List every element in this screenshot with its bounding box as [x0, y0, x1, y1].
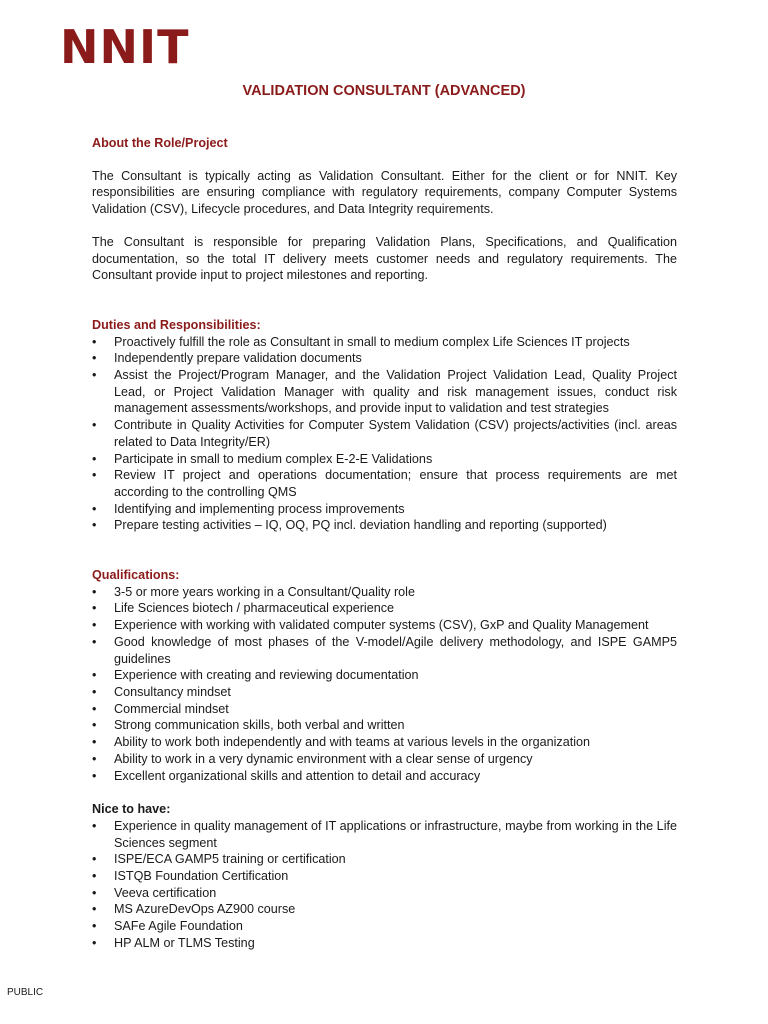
list-item: • 3-5 or more years working in a Consultant/Quality role [92, 584, 677, 601]
duties-list [92, 334, 677, 534]
list-item: • Experience with working with validated computer systems (CSV), GxP and Quality Management [92, 617, 677, 634]
list-item: • Good knowledge of most phases of the V-model/Agile delivery methodology, and ISPE GAMP5 guidelines [92, 634, 677, 667]
about-paragraph-1: The Consultant is typically acting as Validation Consultant. Either for the client or for NNIT. Key responsibilities are ensuring compliance with regulatory requirements, company Computer Systems Validation (CSV), Lifecycle procedures, and Data Integrity requirements. [92, 168, 677, 217]
list-item: • ISTQB Foundation Certification [92, 868, 677, 885]
list-item: • Life Sciences biotech / pharmaceutical experience [92, 600, 677, 617]
list-item: • Proactively fulfill the role as Consultant in small to medium complex Life Sciences IT projects [92, 334, 677, 351]
duties-heading: Duties and Responsibilities: [92, 317, 261, 332]
nice-to-have-list [92, 818, 677, 952]
document-body [92, 135, 677, 952]
list-item: • SAFe Agile Foundation [92, 918, 677, 935]
nice-to-have-heading: Nice to have: [92, 802, 171, 817]
list-item: • Veeva certification [92, 885, 677, 902]
list-item: • Participate in small to medium complex E-2-E Validations [92, 451, 677, 468]
list-item: • Contribute in Quality Activities for Computer System Validation (CSV) projects/activities (incl. areas related to Data Integrity/ER) [92, 417, 677, 450]
qualifications-list [92, 584, 677, 784]
list-item: • Identifying and implementing process improvements [92, 501, 677, 518]
list-item: • Ability to work in a very dynamic environment with a clear sense of urgency [92, 751, 677, 768]
list-item: • Experience with creating and reviewing documentation [92, 667, 677, 684]
about-heading: About the Role/Project [92, 136, 228, 150]
list-item: • MS AzureDevOps AZ900 course [92, 901, 677, 918]
document-title: VALIDATION CONSULTANT (ADVANCED) [242, 83, 526, 99]
about-paragraph-2: The Consultant is responsible for preparing Validation Plans, Specifications, and Qualification documentation, so the total IT delivery meets customer needs and regulatory requirements. The Consultant provide input to project milestones and reporting. [92, 234, 677, 283]
qualifications-heading: Qualifications: [92, 568, 180, 583]
list-item: • ISPE/ECA GAMP5 training or certification [92, 851, 677, 868]
list-item: • Experience in quality management of IT applications or infrastructure, maybe from working in the Life Sciences segment [92, 818, 677, 851]
list-item: • Review IT project and operations documentation; ensure that process requirements are met according to the controlling QMS [92, 467, 677, 500]
list-item: • Assist the Project/Program Manager, and the Validation Project Validation Lead, Quality Project Lead, or Project Validation Manager with quality and risk management issues, conduct risk management assessments/workshops, and provide input to validation and test strategies [92, 367, 677, 417]
nnit-logo: NNIT [60, 20, 190, 74]
list-item: • Prepare testing activities – IQ, OQ, PQ incl. deviation handling and reporting (supported) [92, 517, 677, 534]
list-item: • Ability to work both independently and with teams at various levels in the organization [92, 734, 677, 751]
list-item: • Consultancy mindset [92, 684, 677, 701]
list-item: • Strong communication skills, both verbal and written [92, 717, 677, 734]
list-item: • Independently prepare validation documents [92, 350, 677, 367]
classification-label: PUBLIC [7, 987, 44, 998]
list-item: • Commercial mindset [92, 701, 677, 718]
list-item: • Excellent organizational skills and attention to detail and accuracy [92, 768, 677, 785]
list-item: • HP ALM or TLMS Testing [92, 935, 677, 952]
